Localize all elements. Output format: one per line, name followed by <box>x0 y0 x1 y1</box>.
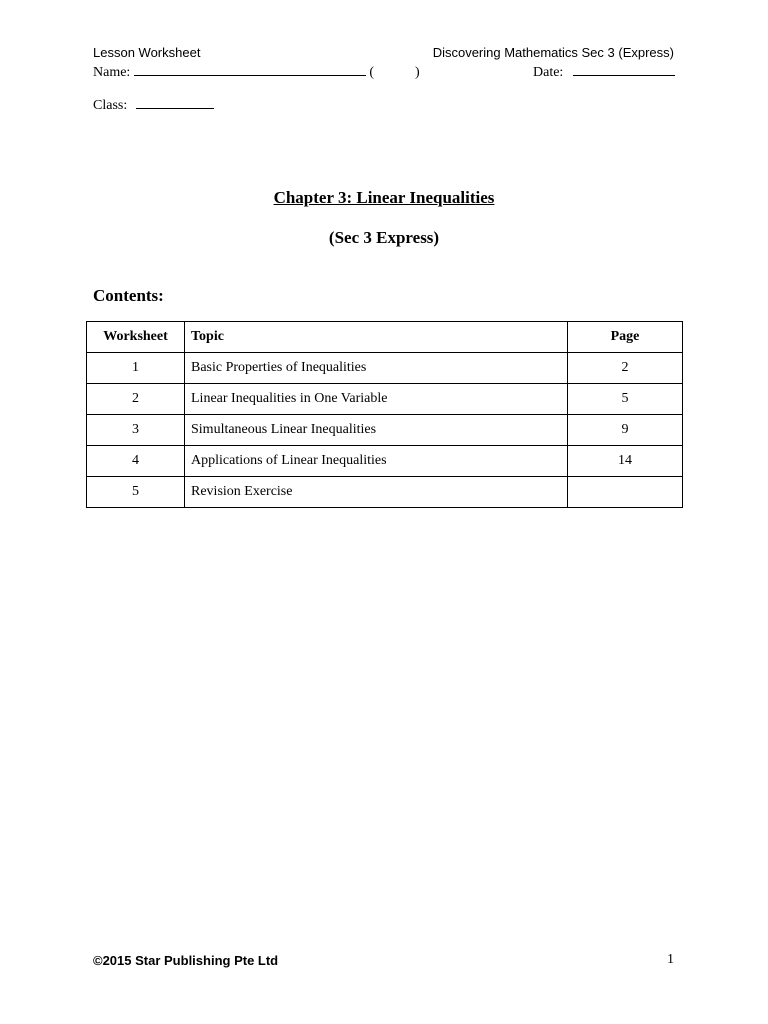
page-cell: 14 <box>568 446 683 477</box>
worksheet-cell: 2 <box>87 384 185 415</box>
table-row <box>87 384 683 415</box>
worksheet-cell: 5 <box>87 477 185 508</box>
page-cell: 2 <box>568 353 683 384</box>
header-page: Page <box>568 322 683 353</box>
chapter-subtitle: (Sec 3 Express) <box>328 228 440 247</box>
class-field[interactable] <box>136 96 214 109</box>
footer-copyright: ©2015 Star Publishing Pte Ltd <box>93 953 279 968</box>
topic-cell: Applications of Linear Inequalities <box>185 446 568 477</box>
table-row <box>87 353 683 384</box>
topic-cell: Revision Exercise <box>185 477 568 508</box>
index-close: ) <box>415 65 420 80</box>
topic-cell: Basic Properties of Inequalities <box>185 353 568 384</box>
date-label: Date: <box>533 65 564 80</box>
page-cell <box>568 477 683 508</box>
page-cell: 5 <box>568 384 683 415</box>
date-field[interactable] <box>573 63 675 76</box>
page-cell: 9 <box>568 415 683 446</box>
topic-cell: Simultaneous Linear Inequalities <box>185 415 568 446</box>
topic-cell: Linear Inequalities in One Variable <box>185 384 568 415</box>
contents-heading: Contents: <box>93 286 164 305</box>
name-label: Name: <box>93 65 131 80</box>
table-row <box>87 446 683 477</box>
class-label: Class: <box>93 98 128 113</box>
header-topic: Topic <box>185 322 568 353</box>
page-number: 1 <box>667 952 674 967</box>
header-worksheet: Worksheet <box>87 322 185 353</box>
table-header-row <box>87 322 683 353</box>
header-left: Lesson Worksheet <box>93 45 201 60</box>
name-field[interactable] <box>134 63 366 76</box>
header-right: Discovering Mathematics Sec 3 (Express) <box>432 45 674 60</box>
contents-table <box>86 321 683 508</box>
index-field[interactable] <box>378 63 412 76</box>
worksheet-cell: 3 <box>87 415 185 446</box>
chapter-title: Chapter 3: Linear Inequalities <box>273 188 495 207</box>
table-row <box>87 415 683 446</box>
index-open: ( <box>369 65 374 80</box>
class-row <box>93 96 214 114</box>
worksheet-cell: 4 <box>87 446 185 477</box>
worksheet-cell: 1 <box>87 353 185 384</box>
name-row <box>93 63 420 81</box>
table-row <box>87 477 683 508</box>
date-row <box>533 63 675 81</box>
